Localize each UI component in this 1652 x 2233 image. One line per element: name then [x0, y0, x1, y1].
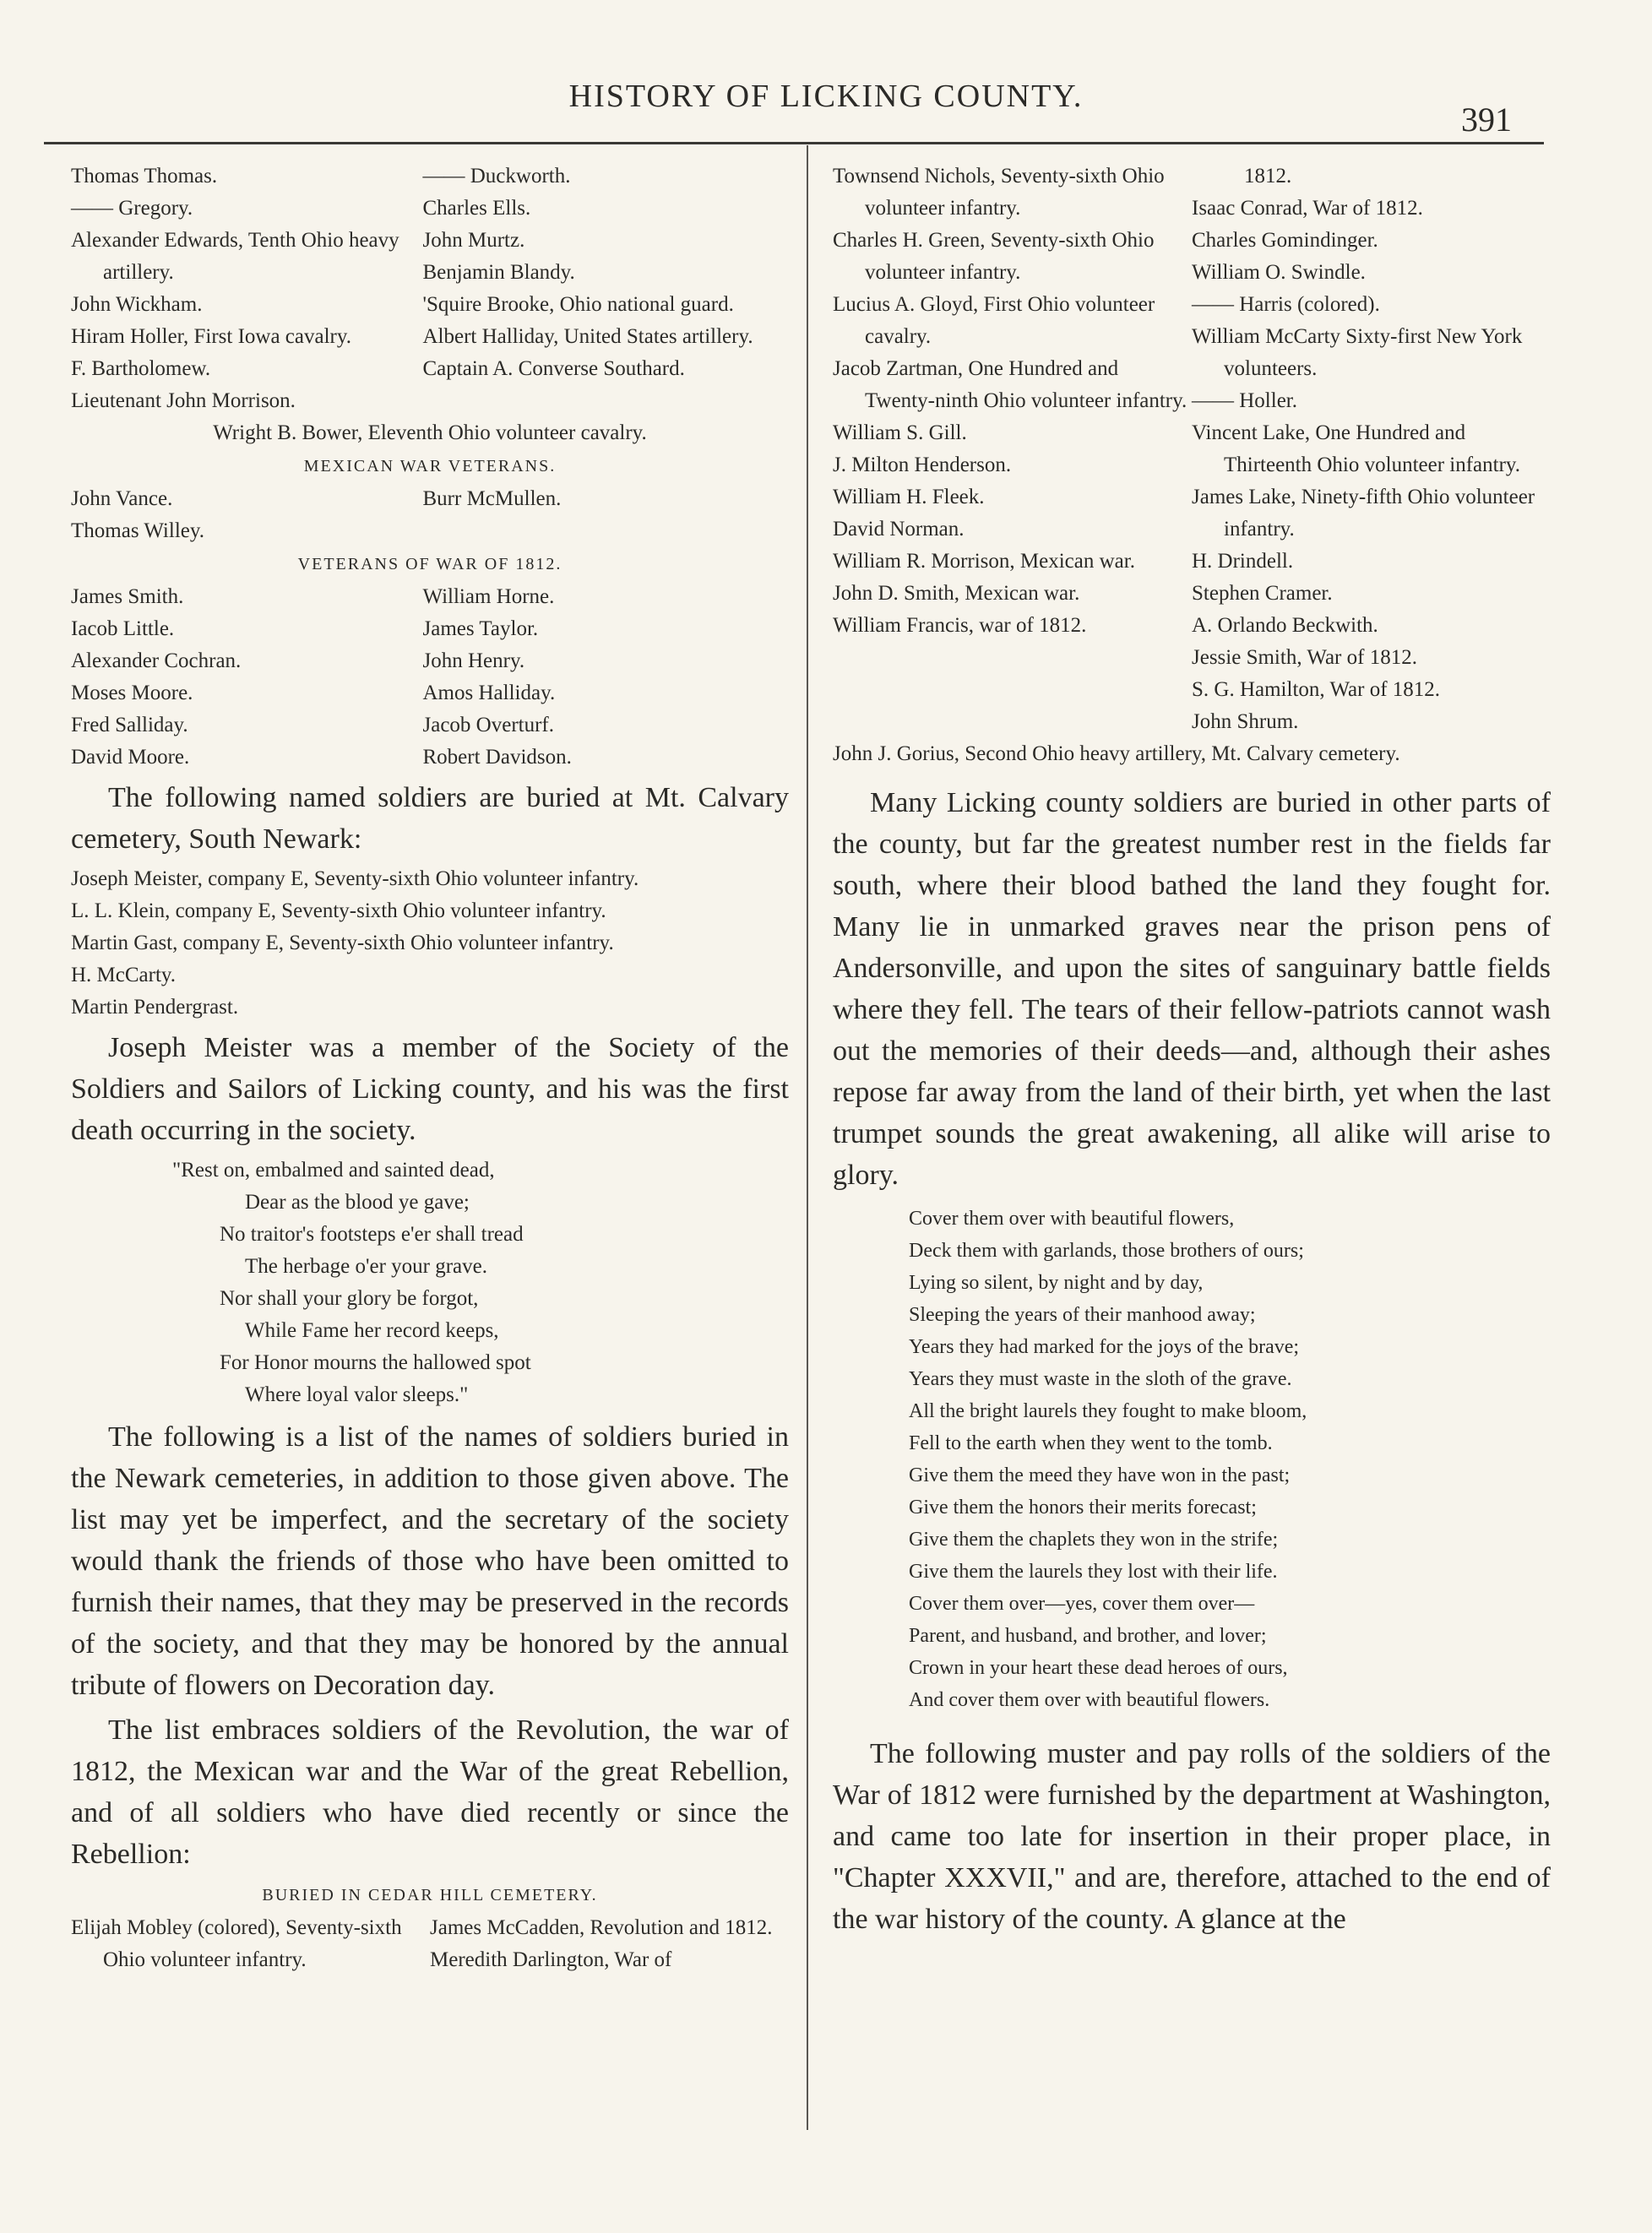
poem-line: Give them the laurels they lost with their life. — [909, 1561, 1278, 1583]
poem-line: Give them the meed they have won in the past; — [909, 1464, 1291, 1486]
list-item: Fred Salliday. — [71, 714, 188, 736]
list-item: James McCadden, Revolution and 1812. — [430, 1916, 773, 1939]
list-item: 1812. — [1244, 165, 1292, 187]
list-item: John Wickham. — [71, 293, 203, 316]
right-list-col1 — [833, 160, 1192, 738]
list-item: James Smith. — [71, 585, 184, 608]
poem-line: Fell to the earth when they went to the tomb. — [909, 1432, 1273, 1454]
header-rule — [44, 142, 1544, 144]
list-item: James Taylor. — [422, 617, 539, 640]
list-item: L. L. Klein, company E, Seventy-sixth Ohio volunteer infantry. — [71, 899, 606, 922]
paragraph-many-buried: Many Licking county soldiers are buried in other parts of the county, but far the greatest number rest in the fields far south, where their blood bathed the land they fought for. Many lie in unmarked graves near the prison pens of Andersonville, and upon the sites of sanguinary battle fields where they fell. The tears of their fellow-patriots cannot wash out the memories of their deeds—and, although their ashes repose far away from the land of their birth, yet when the last trumpet sounds the great awakening, all alike will arise to glory. — [833, 787, 1551, 1191]
list-item: William Francis, war of 1812. — [833, 614, 1087, 637]
paragraph-meister: Joseph Meister was a member of the Society of the Soldiers and Sailors of Licking county, and his was the first death occurring in the society. — [71, 1032, 789, 1146]
list-item: Charles H. Green, Seventy-sixth Ohio volunteer infantry. — [833, 229, 1155, 284]
list-item: 'Squire Brooke, Ohio national guard. — [422, 293, 734, 316]
poem-line: Cover them over with beautiful flowers, — [909, 1208, 1235, 1230]
list-item: Meredith Darlington, War of — [430, 1948, 672, 1971]
list-item: Jacob Overturf. — [422, 714, 554, 736]
poem-line: Lying so silent, by night and by day, — [909, 1272, 1204, 1294]
paragraph-muster-rolls: The following muster and pay rolls of the soldiers of the War of 1812 were furnished by the department at Washington, and came too late for insertion in their proper place, in "Chapter XXXVII," and are, therefore, attached to the end of the war history of the county. A glance at the — [833, 1738, 1551, 1935]
list-item: S. G. Hamilton, War of 1812. — [1192, 678, 1441, 701]
list-item: Amos Halliday. — [422, 682, 556, 704]
poem-line: All the bright laurels they fought to make bloom, — [909, 1400, 1307, 1422]
poem-line: Sleeping the years of their manhood away; — [909, 1304, 1256, 1326]
poem-line: No traitor's footsteps e'er shall tread — [220, 1223, 524, 1246]
list-item: Thomas Willey. — [71, 519, 204, 542]
mexican-col1 — [71, 483, 423, 547]
poem-line: Parent, and husband, and brother, and lover; — [909, 1625, 1267, 1647]
list-item: Charles Ells. — [422, 197, 531, 220]
list-item: —— Holler. — [1192, 389, 1297, 412]
list-item: —— Gregory. — [71, 197, 193, 220]
list-item: William O. Swindle. — [1192, 261, 1366, 284]
list-item: John Shrum. — [1192, 710, 1299, 733]
poem-line: For Honor mourns the hallowed spot — [220, 1351, 531, 1374]
list-item: William McCarty Sixty-first New York volunteers. — [1192, 325, 1523, 380]
list-item: Isaac Conrad, War of 1812. — [1192, 197, 1423, 220]
list-item: David Moore. — [71, 746, 190, 769]
paragraph-calvary-intro: The following named soldiers are buried at Mt. Calvary cemetery, South Newark: — [71, 782, 789, 855]
poem-cover-them-over — [909, 1203, 1551, 1716]
list-item: Stephen Cramer. — [1192, 582, 1333, 605]
list-item: Albert Halliday, United States artillery. — [422, 325, 753, 348]
top-name-list — [71, 160, 789, 417]
list-item: Joseph Meister, company E, Seventy-sixth Ohio volunteer infantry. — [71, 867, 639, 890]
list-item: Charles Gomindinger. — [1192, 229, 1378, 252]
poem-rest-on — [71, 1155, 789, 1411]
veterans-1812-col2 — [423, 581, 790, 774]
list-item: Thomas Thomas. — [71, 165, 218, 187]
list-item: —— Harris (colored). — [1192, 293, 1380, 316]
list-item: H. McCarty. — [71, 964, 177, 986]
cedar-col1 — [71, 1912, 430, 1976]
paragraph-list-embraces: The list embraces soldiers of the Revolution, the war of 1812, the Mexican war and the War of the great Rebellion, and of all soldiers who have died recently or since the Rebellion: — [71, 1714, 789, 1870]
poem-line: Years they had marked for the joys of the brave; — [909, 1336, 1300, 1358]
paragraph-newark-list-intro: The following is a list of the names of soldiers buried in the Newark cemeteries, in addition to those given above. The list may yet be imperfect, and the secretary of the society would thank the friends of those who have been omitted to furnish their names, that they may be preserved in the records of the society, and that they may be honored by the annual tribute of flowers on Decoration day. — [71, 1421, 789, 1701]
list-item: A. Orlando Beckwith. — [1192, 614, 1378, 637]
poem-line: Cover them over—yes, cover them over— — [909, 1593, 1255, 1615]
list-item: Vincent Lake, One Hundred and Thirteenth Ohio volunteer infantry. — [1192, 421, 1521, 476]
list-item: William H. Fleek. — [833, 486, 985, 508]
right-list-col2 — [1192, 160, 1551, 738]
list-item: Elijah Mobley (colored), Seventy-sixth Ohio volunteer infantry. — [71, 1916, 402, 1971]
list-item: William S. Gill. — [833, 421, 967, 444]
section-heading-mexican-war: MEXICAN WAR VETERANS. — [303, 457, 557, 475]
list-item: Captain A. Converse Southard. — [422, 357, 685, 380]
right-name-list — [833, 160, 1551, 738]
list-item: Moses Moore. — [71, 682, 193, 704]
list-item: Jessie Smith, War of 1812. — [1192, 646, 1417, 669]
poem-line: Deck them with garlands, those brothers of ours; — [909, 1240, 1304, 1262]
poem-line: Years they must waste in the sloth of the grave. — [909, 1368, 1292, 1390]
list-item: David Norman. — [833, 518, 965, 541]
list-item: Lieutenant John Morrison. — [71, 389, 296, 412]
list-item: —— Duckworth. — [422, 165, 571, 187]
list-item: J. Milton Henderson. — [833, 454, 1012, 476]
veterans-1812-col1 — [71, 581, 423, 774]
poem-line: Where loyal valor sleeps." — [245, 1383, 469, 1406]
list-item: Alexander Edwards, Tenth Ohio heavy artillery. — [71, 229, 399, 284]
list-item: Robert Davidson. — [422, 746, 572, 769]
list-item: James Lake, Ninety-fifth Ohio volunteer infantry. — [1192, 486, 1535, 541]
list-item: Benjamin Blandy. — [422, 261, 575, 284]
mexican-war-list — [71, 483, 789, 547]
list-item: Burr McMullen. — [422, 487, 562, 510]
poem-line: Give them the chaplets they won in the strife; — [909, 1529, 1279, 1551]
cedar-col2 — [430, 1912, 789, 1976]
top-list-col1 — [71, 160, 423, 417]
poem-line: "Rest on, embalmed and sainted dead, — [172, 1159, 495, 1182]
list-item: Martin Pendergrast. — [71, 996, 239, 1019]
poem-line: Crown in your heart these dead heroes of ours, — [909, 1657, 1288, 1679]
poem-line: Dear as the blood ye gave; — [245, 1191, 470, 1214]
list-item: John D. Smith, Mexican war. — [833, 582, 1080, 605]
list-item: Lucius A. Gloyd, First Ohio volunteer cavalry. — [833, 293, 1155, 348]
poem-line: The herbage o'er your grave. — [245, 1255, 487, 1278]
section-heading-cedar-hill: BURIED IN CEDAR HILL CEMETERY. — [262, 1886, 598, 1904]
list-item-full-width: John J. Gorius, Second Ohio heavy artillery, Mt. Calvary cemetery. — [833, 742, 1400, 765]
veterans-1812-list — [71, 581, 789, 774]
section-heading-1812: VETERANS OF WAR OF 1812. — [297, 555, 562, 573]
poem-line: And cover them over with beautiful flowers. — [909, 1689, 1270, 1711]
right-column — [833, 160, 1551, 1943]
column-divider — [807, 145, 808, 2130]
list-item: Alexander Cochran. — [71, 649, 242, 672]
list-item: H. Drindell. — [1192, 550, 1294, 573]
list-item: John Henry. — [422, 649, 525, 672]
list-item: William R. Morrison, Mexican war. — [833, 550, 1135, 573]
list-item: William Horne. — [422, 585, 555, 608]
cedar-hill-list — [71, 1912, 789, 1976]
list-item: Iacob Little. — [71, 617, 175, 640]
poem-line: Give them the honors their merits forecast; — [909, 1497, 1257, 1519]
list-item: Townsend Nichols, Seventy-sixth Ohio volunteer infantry. — [833, 165, 1165, 220]
calvary-list — [71, 863, 789, 1024]
page-number: 391 — [1461, 101, 1512, 139]
poem-line: While Fame her record keeps, — [245, 1319, 499, 1342]
mexican-col2 — [423, 483, 790, 547]
left-column — [71, 160, 789, 1976]
list-item: Martin Gast, company E, Seventy-sixth Ohio volunteer infantry. — [71, 932, 614, 954]
list-item-full-width: Wright B. Bower, Eleventh Ohio volunteer cavalry. — [213, 421, 647, 444]
list-item: John Murtz. — [422, 229, 525, 252]
poem-line: Nor shall your glory be forgot, — [220, 1287, 479, 1310]
list-item: Hiram Holler, First Iowa cavalry. — [71, 325, 351, 348]
top-list-col2 — [423, 160, 790, 417]
list-item: F. Bartholomew. — [71, 357, 211, 380]
list-item: Jacob Zartman, One Hundred and Twenty-ninth Ohio volunteer infantry. — [833, 357, 1187, 412]
running-header: HISTORY OF LICKING COUNTY. — [568, 79, 1084, 114]
list-item: John Vance. — [71, 487, 173, 510]
